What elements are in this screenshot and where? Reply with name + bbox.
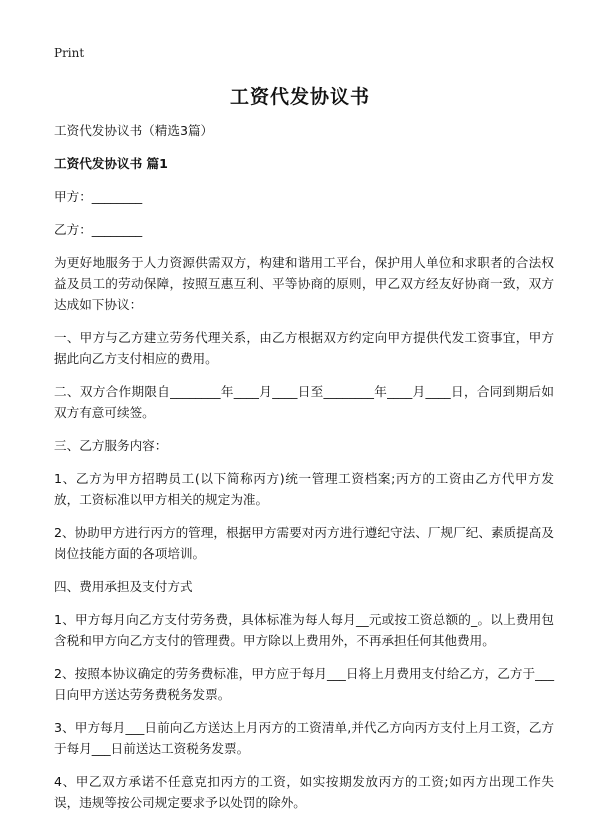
paragraph-clause-4-4: 4、甲乙双方承诺不任意克扣丙方的工资，如实按期发放丙方的工资;如丙方出现工作失误，违规等按公司规定要求予以处罚的除外。 (54, 774, 554, 810)
paragraph-clause-4-2: 2、按照本协议确定的劳务费标准，甲方应于每月___日将上月费用支付给乙方，乙方于___日向甲方送达劳务费税务发票。 (54, 666, 554, 702)
party-b-field: 乙方：________ (54, 222, 143, 237)
paragraph-clause-2: 二、双方合作期限自________年____月____日至________年____月____日，合同到期后如双方有意可续签。 (54, 384, 554, 420)
section-heading: 工资代发协议书 篇1 (54, 156, 168, 171)
document-body (54, 120, 554, 825)
paragraph-clause-3-1: 1、乙方为甲方招聘员工(以下简称丙方)统一管理工资档案;丙方的工资由乙方代甲方发放，工资标准以甲方相关的规定为准。 (54, 471, 554, 507)
paragraph-clause-4-heading: 四、费用承担及支付方式 (54, 579, 193, 594)
document-subtitle: 工资代发协议书（精选3篇） (54, 123, 214, 138)
paragraph-clause-4-1: 1、甲方每月向乙方支付劳务费，具体标准为每人每月__元或按工资总额的_。以上费用包含税和甲方向乙方支付的管理费。甲方除以上费用外，不再承担任何其他费用。 (54, 612, 554, 648)
document-title: 工资代发协议书 (229, 86, 370, 108)
paragraph-clause-3-2: 2、协助甲方进行丙方的管理，根据甲方需要对丙方进行遵纪守法、厂规厂纪、素质提高及岗位技能方面的各项培训。 (54, 525, 554, 561)
print-link[interactable]: Print (54, 46, 85, 60)
party-a-field: 甲方：________ (54, 189, 143, 204)
paragraph-clause-1: 一、甲方与乙方建立劳务代理关系，由乙方根据双方约定向甲方提供代发工资事宜，甲方据此向乙方支付相应的费用。 (54, 330, 554, 366)
paragraph-clause-3-heading: 三、乙方服务内容： (54, 438, 168, 453)
paragraph-clause-4-3: 3、甲方每月___日前向乙方送达上月丙方的工资清单,并代乙方向丙方支付上月工资，乙方于每月___日前送达工资税务发票。 (54, 720, 554, 756)
paragraph-intro: 为更好地服务于人力资源供需双方，构建和谐用工平台，保护用人单位和求职者的合法权益及员工的劳动保障，按照互惠互利、平等协商的原则，甲乙双方经友好协商一致，双方达成如下协议： (54, 255, 554, 312)
